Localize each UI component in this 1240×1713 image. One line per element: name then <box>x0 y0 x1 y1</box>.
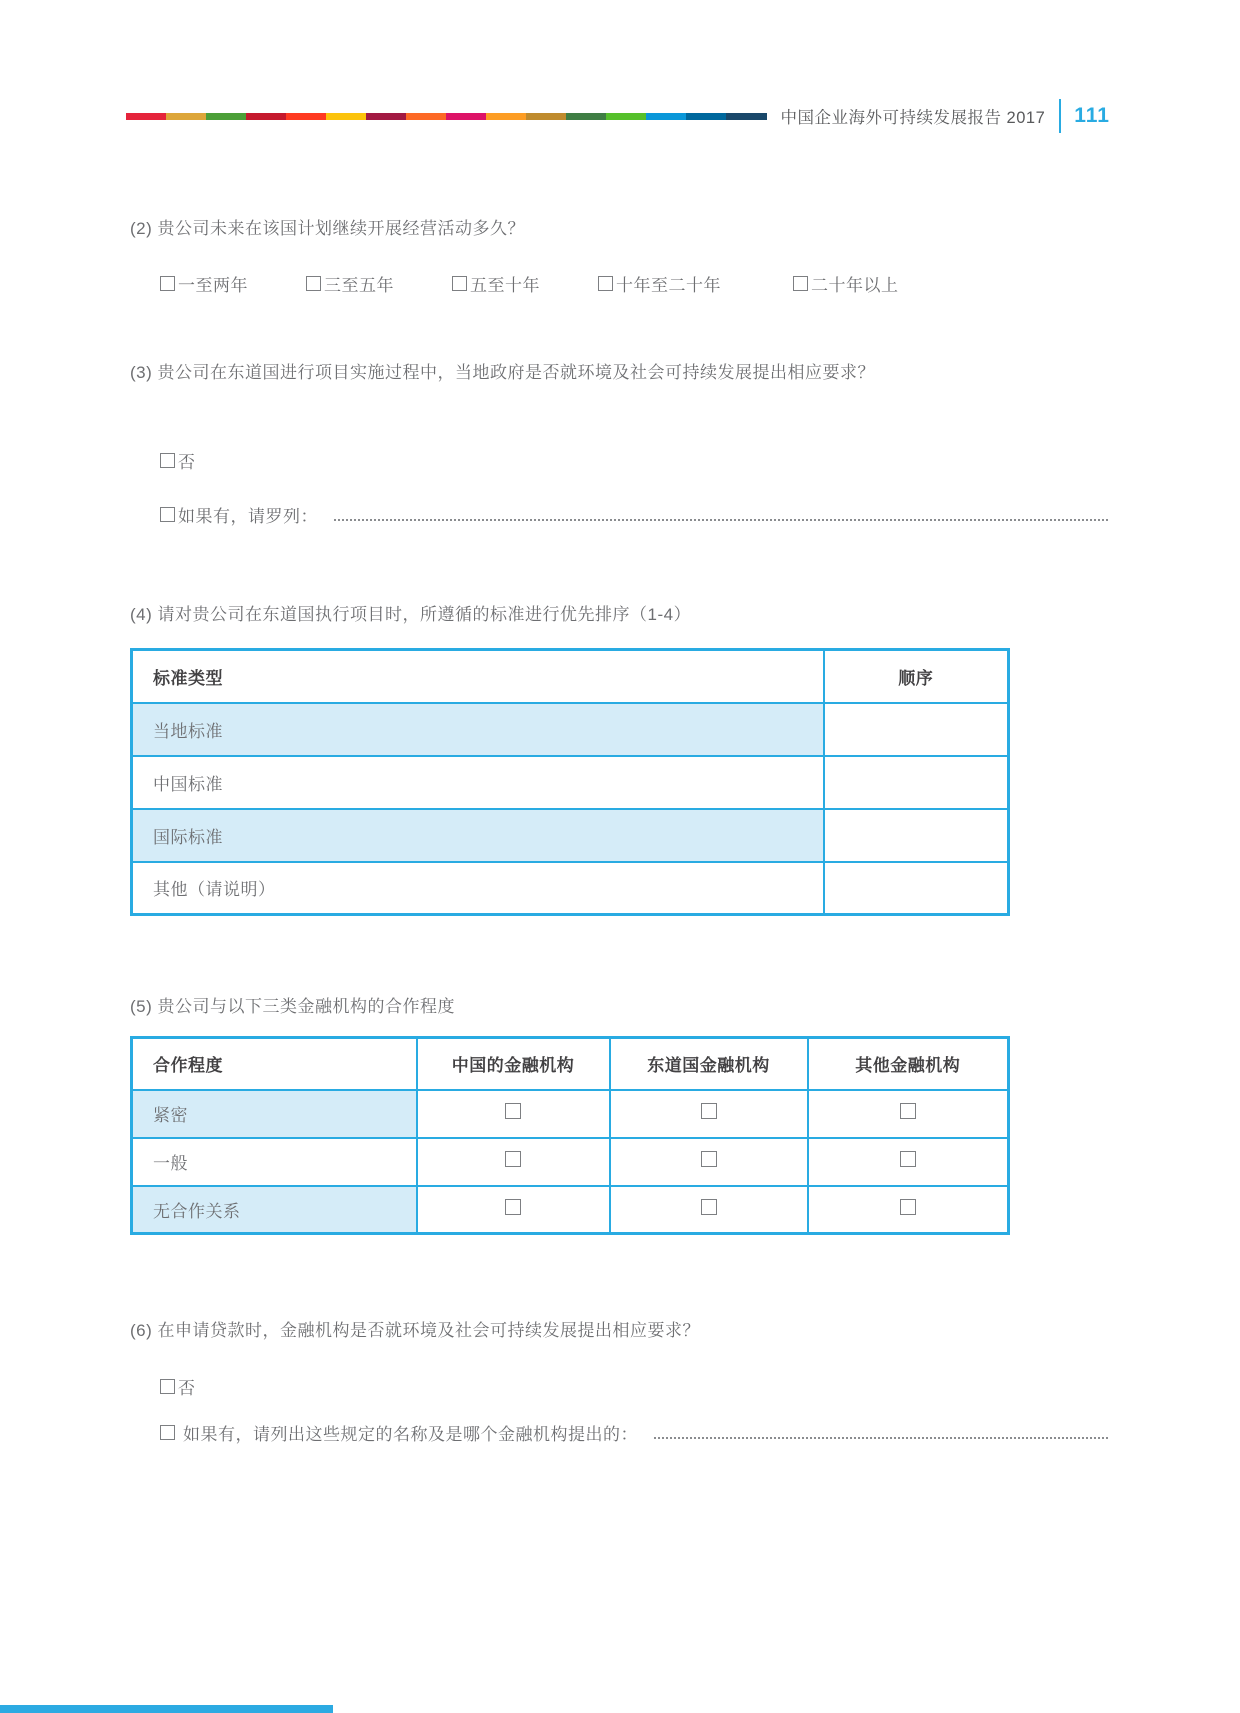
order-input-cell[interactable] <box>824 756 1009 809</box>
questionnaire-content <box>0 216 1240 1444</box>
stripe-segment <box>126 113 166 120</box>
checkbox-icon[interactable] <box>452 276 467 291</box>
option-label: 否 <box>178 1378 196 1398</box>
checkbox-cell[interactable] <box>417 1090 610 1138</box>
checkbox-icon[interactable] <box>505 1103 521 1119</box>
fill-in-line[interactable] <box>654 1437 1108 1439</box>
option-3-5-years[interactable] <box>306 271 394 296</box>
checkbox-icon[interactable] <box>160 1425 175 1440</box>
checkbox-icon[interactable] <box>505 1199 521 1215</box>
order-input-cell[interactable] <box>824 862 1009 915</box>
option-label: 否 <box>178 452 196 472</box>
checkbox-icon[interactable] <box>598 276 613 291</box>
stripe-segment <box>366 113 406 120</box>
table-row <box>132 703 1009 756</box>
column-header-standard-type: 标准类型 <box>132 650 824 703</box>
stripe-segment <box>246 113 286 120</box>
checkbox-cell[interactable] <box>808 1090 1009 1138</box>
option-label: 五至十年 <box>470 275 540 295</box>
row-label-china-standard: 中国标准 <box>132 756 824 809</box>
sdg-color-stripe <box>126 113 766 120</box>
checkbox-icon[interactable] <box>900 1151 916 1167</box>
page-edge-bar <box>0 1705 333 1713</box>
checkbox-icon[interactable] <box>160 276 175 291</box>
stripe-segment <box>286 113 326 120</box>
header-divider <box>1059 99 1061 133</box>
checkbox-icon[interactable] <box>701 1199 717 1215</box>
table-row <box>132 1138 1009 1186</box>
checkbox-cell[interactable] <box>808 1186 1009 1234</box>
question-2-label: (2) 贵公司未来在该国计划继续开展经营活动多久？ <box>130 219 525 238</box>
question-2-options <box>160 272 1108 294</box>
column-header-host-country-institutions: 东道国金融机构 <box>610 1038 808 1090</box>
stripe-segment <box>446 113 486 120</box>
checkbox-icon[interactable] <box>701 1103 717 1119</box>
question-5-label: (5) 贵公司与以下三类金融机构的合作程度 <box>130 997 455 1016</box>
option-label: 如果有，请列出这些规定的名称及是哪个金融机构提出的： <box>183 1424 638 1444</box>
option-10-20-years[interactable] <box>598 271 721 296</box>
column-header-other-institutions: 其他金融机构 <box>808 1038 1009 1090</box>
table-header-row <box>132 650 1009 703</box>
question-6-option-yes[interactable] <box>160 1420 1108 1444</box>
checkbox-icon[interactable] <box>160 507 175 522</box>
option-label: 三至五年 <box>324 275 394 295</box>
checkbox-icon[interactable] <box>160 453 175 468</box>
table-row <box>132 862 1009 915</box>
question-6-label: (6) 在申请贷款时，金融机构是否就环境及社会可持续发展提出相应要求？ <box>130 1321 700 1340</box>
question-6-option-no[interactable] <box>160 1374 1108 1398</box>
stripe-segment <box>646 113 686 120</box>
option-1-2-years[interactable] <box>160 271 248 296</box>
stripe-segment <box>326 113 366 120</box>
question-3-option-yes[interactable] <box>160 502 1108 526</box>
row-label-general: 一般 <box>132 1138 417 1186</box>
checkbox-icon[interactable] <box>306 276 321 291</box>
table-row <box>132 1186 1009 1234</box>
fill-in-line[interactable] <box>334 519 1108 521</box>
checkbox-icon[interactable] <box>505 1151 521 1167</box>
question-4-label: (4) 请对贵公司在东道国执行项目时，所遵循的标准进行优先排序（1-4） <box>130 605 692 624</box>
column-header-chinese-institutions: 中国的金融机构 <box>417 1038 610 1090</box>
order-input-cell[interactable] <box>824 703 1009 756</box>
standards-priority-table <box>130 648 1010 916</box>
stripe-segment <box>566 113 606 120</box>
checkbox-cell[interactable] <box>610 1186 808 1234</box>
stripe-segment <box>406 113 446 120</box>
option-label: 十年至二十年 <box>616 275 721 295</box>
checkbox-cell[interactable] <box>610 1138 808 1186</box>
checkbox-icon[interactable] <box>701 1151 717 1167</box>
question-3-label: (3) 贵公司在东道国进行项目实施过程中，当地政府是否就环境及社会可持续发展提出相应要求？ <box>130 363 875 382</box>
financial-cooperation-table <box>130 1036 1010 1235</box>
column-header-order: 顺序 <box>824 650 1009 703</box>
option-label: 如果有，请罗列： <box>178 506 318 526</box>
row-label-no-cooperation: 无合作关系 <box>132 1186 417 1234</box>
page-header <box>0 0 1240 132</box>
report-title: 中国企业海外可持续发展报告 2017 <box>780 109 1046 127</box>
checkbox-icon[interactable] <box>900 1103 916 1119</box>
table-row <box>132 1090 1009 1138</box>
row-label-close: 紧密 <box>132 1090 417 1138</box>
stripe-segment <box>166 113 206 120</box>
table-row <box>132 756 1009 809</box>
page-number: 111 <box>1074 104 1110 127</box>
checkbox-icon[interactable] <box>900 1199 916 1215</box>
table-header-row <box>132 1038 1009 1090</box>
stripe-segment <box>206 113 246 120</box>
option-over-20-years[interactable] <box>793 271 899 296</box>
checkbox-cell[interactable] <box>610 1090 808 1138</box>
row-label-other-standard: 其他（请说明） <box>132 862 824 915</box>
row-label-local-standard: 当地标准 <box>132 703 824 756</box>
question-3-option-no[interactable] <box>160 448 1108 472</box>
option-label: 二十年以上 <box>811 275 899 295</box>
stripe-segment <box>606 113 646 120</box>
order-input-cell[interactable] <box>824 809 1009 862</box>
stripe-segment <box>526 113 566 120</box>
option-label: 一至两年 <box>178 275 248 295</box>
checkbox-cell[interactable] <box>417 1186 610 1234</box>
checkbox-icon[interactable] <box>793 276 808 291</box>
column-header-cooperation-degree: 合作程度 <box>132 1038 417 1090</box>
checkbox-cell[interactable] <box>417 1138 610 1186</box>
checkbox-cell[interactable] <box>808 1138 1009 1186</box>
stripe-segment <box>726 113 766 120</box>
row-label-international-standard: 国际标准 <box>132 809 824 862</box>
checkbox-icon[interactable] <box>160 1379 175 1394</box>
table-row <box>132 809 1009 862</box>
stripe-segment <box>686 113 726 120</box>
stripe-segment <box>486 113 526 120</box>
option-5-10-years[interactable] <box>452 271 540 296</box>
